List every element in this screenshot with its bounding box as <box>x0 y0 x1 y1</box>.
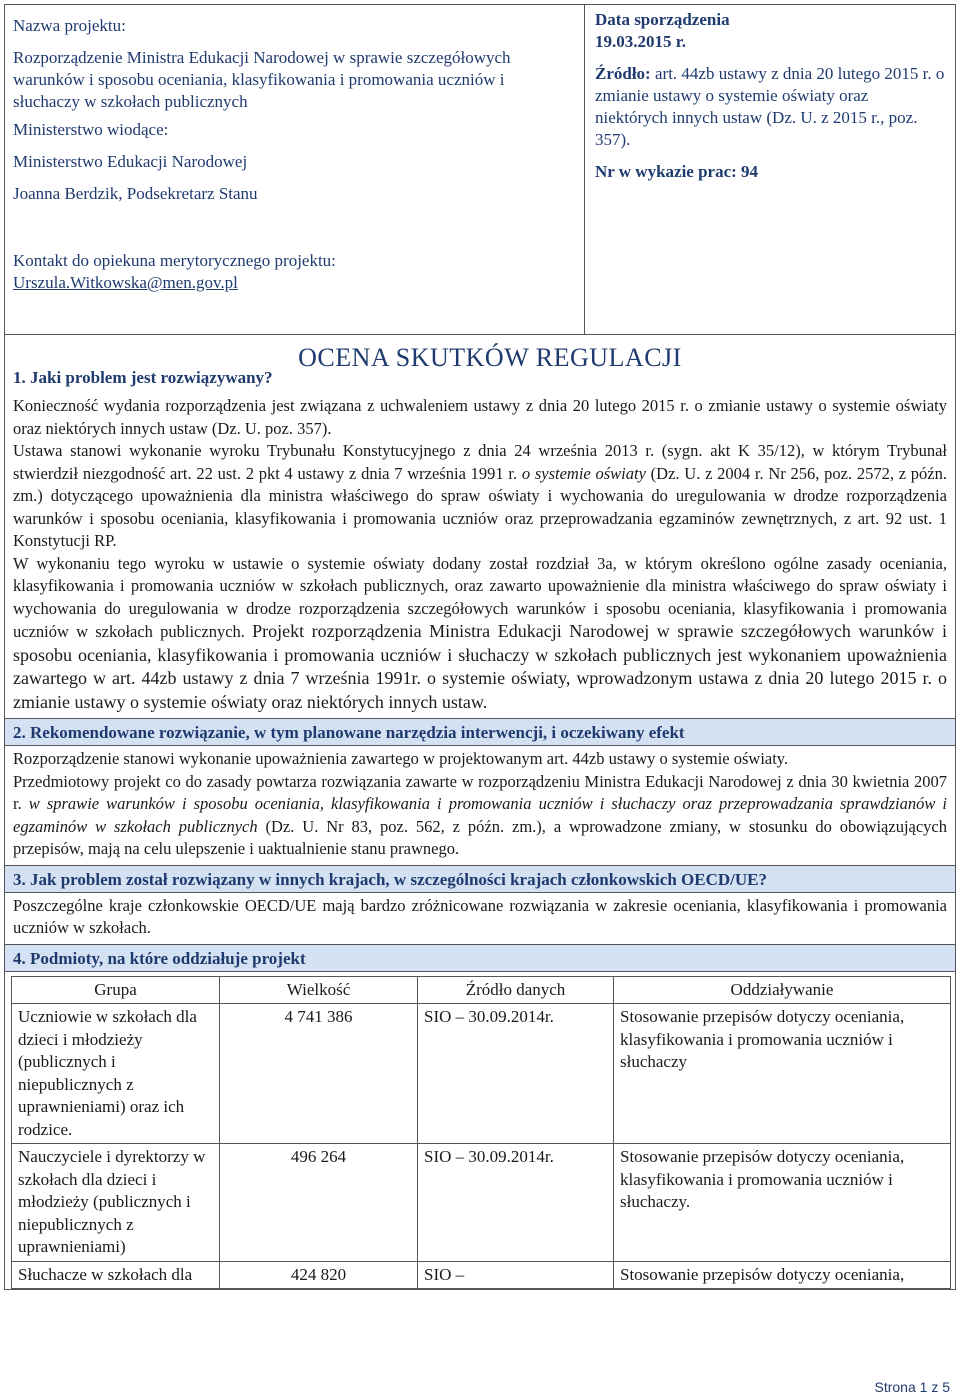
section2-p1: Rozporządzenie stanowi wykonanie upoważnienia zawartego w projektowanym art. 44zb ustawy o systemie oświaty. <box>13 749 789 768</box>
source-text: art. 44zb ustawy z dnia 20 lutego 2015 r. o zmianie ustawy o systemie oświaty oraz niektórych innych ustaw (Dz. U. z 2015 r., poz. 357). <box>595 64 945 149</box>
header-box <box>5 5 955 335</box>
section2-body <box>5 748 955 861</box>
section2-p2: Przedmiotowy projekt co do zasady powtarza rozwiązania zawarte w rozporządzeniu Ministra Edukacji Narodowej z dnia 30 kwietnia 2007 r. w sprawie warunków i sposobu oceniania, klasyfikowania i promowania uczniów i słuchaczy oraz przeprowadzania sprawdzianów i egzaminów w szkołach publicznych (Dz. U. Nr 83, poz. 562, z późn. zm.), a wprowadzone zmiany, w stosunku do obowiązujących przepisów, mają na celu ulepszenie i uaktualnienie stanu prawnego. <box>13 771 948 858</box>
col-header-impact: Oddziaływanie <box>614 976 951 1004</box>
section1-body <box>5 395 955 714</box>
header-left <box>5 5 585 334</box>
contact-block <box>13 250 336 294</box>
date-value: 19.03.2015 r. <box>595 32 686 51</box>
cell-impact: Stosowanie przepisów dotyczy oceniania, <box>614 1261 951 1289</box>
header-right <box>585 5 955 334</box>
col-header-source: Źródło danych <box>418 976 614 1004</box>
section1-p2: Ustawa stanowi wykonanie wyroku Trybunału Konstytucyjnego z dnia 24 września 2013 r. (sygn. akt K 35/12), w którym Trybunał stwierdził niezgodność art. 22 ust. 2 pkt 4 ustawy z dnia 7 września 1991 r. o systemie oświaty (Dz. U. z 2004 r. Nr 256, poz. 2572, z późn. zm.) dotyczącego upoważnienia dla ministra właściwego do spraw oświaty i wychowania do uregulowania w drodze rozporządzenia warunków i sposobu oceniania, klasyfikowania i promowania uczniów oraz przeprowadzania egzaminów zewnętrznych, z art. 92 ust. 1 Konstytucji RP. <box>13 441 947 550</box>
cell-size: 4 741 386 <box>220 1004 418 1144</box>
work-list-number: Nr w wykazie prac: 94 <box>595 162 759 181</box>
date-label: Data sporządzenia <box>595 10 730 29</box>
cell-source: SIO – <box>418 1261 614 1289</box>
contact-label: Kontakt do opiekuna merytorycznego projektu: <box>13 251 336 270</box>
cell-size: 496 264 <box>220 1144 418 1262</box>
cell-source: SIO – 30.09.2014r. <box>418 1004 614 1144</box>
project-name-label: Nazwa projektu: <box>13 16 126 35</box>
project-name: Rozporządzenie Ministra Edukacji Narodowej w sprawie szczegółowych warunków i sposobu oceniania, klasyfikowania i promowania uczniów i słuchaczy w szkołach publicznych <box>13 48 511 111</box>
section3-body <box>5 895 955 940</box>
section2-title: 2. Rekomendowane rozwiązanie, w tym planowane narzędzia interwencji, i oczekiwany efekt <box>5 718 955 746</box>
section1-title: 1. Jaki problem jest rozwiązywany? <box>13 368 273 387</box>
cell-size: 424 820 <box>220 1261 418 1289</box>
section1-p3: W wykonaniu tego wyroku w ustawie o systemie oświaty dodany został rozdział 3a, w którym określono ogólne zasady oceniania, klasyfikowania i promowania uczniów w szkołach publicznych, oraz zawarto upoważnienie dla ministra właściwego do spraw oświaty i wychowania do uregulowania w drodze rozporządzenia szczegółowych warunków i sposobu oceniania, klasyfikowania i promowania uczniów w szkołach publicznych. Projekt rozporządzenia Ministra Edukacji Narodowej w sprawie szczegółowych warunków i sposobu oceniania, klasyfikowania i promowania uczniów i słuchaczy w szkołach publicznych jest wykonaniem upoważnienia zawartego w art. 44zb ustawy z dnia 7 września 1991r. o systemie oświaty, wprowadzonym ustawa z dnia 20 lutego 2015 r. o zmianie ustawy o systemie oświaty oraz niektórych innych ustaw. <box>13 553 947 712</box>
cell-group: Słuchacze w szkołach dla <box>12 1261 220 1289</box>
ministry-name: Ministerstwo Edukacji Narodowej <box>13 152 248 171</box>
cell-group: Uczniowie w szkołach dla dzieci i młodzieży (publicznych i niepublicznych z uprawnieniami) oraz ich rodzice. <box>12 1004 220 1144</box>
source-label: Źródło: <box>595 64 651 83</box>
cell-source: SIO – 30.09.2014r. <box>418 1144 614 1262</box>
osr-title: OCENA SKUTKÓW REGULACJI <box>298 343 682 372</box>
page-number: Strona 1 z 5 <box>874 1379 950 1395</box>
document-frame <box>4 4 956 1290</box>
section3-p1: Poszczególne kraje członkowskie OECD/UE mają bardzo zróżnicowane rozwiązania w zakresie oceniania, klasyfikowania i promowania uczniów w szkołach. <box>13 895 947 937</box>
cell-impact: Stosowanie przepisów dotyczy oceniania, klasyfikowania i promowania uczniów i słuchaczy. <box>614 1144 951 1262</box>
table-header-row <box>12 976 951 1004</box>
col-header-size: Wielkość <box>220 976 418 1004</box>
ministry-label: Ministerstwo wiodące: <box>13 120 169 139</box>
section4-title: 4. Podmioty, na które oddziałuje projekt <box>5 944 955 972</box>
table-row <box>12 1144 951 1262</box>
section3-title: 3. Jak problem został rozwiązany w innych krajach, w szczególności krajach członkowskich OECD/UE? <box>5 865 955 893</box>
col-header-group: Grupa <box>12 976 220 1004</box>
cell-impact: Stosowanie przepisów dotyczy oceniania, klasyfikowania i promowania uczniów i słuchaczy <box>614 1004 951 1144</box>
stakeholders-table <box>11 976 951 1290</box>
table-row <box>12 1004 951 1144</box>
table-row <box>12 1261 951 1289</box>
section1-p1: Konieczność wydania rozporządzenia jest związana z uchwaleniem ustawy z dnia 20 lutego 2015 r. o zmianie ustawy o systemie oświaty oraz niektórych innych ustaw (Dz. U. poz. 357). <box>13 396 947 438</box>
contact-email-link[interactable]: Urszula.Witkowska@men.gov.pl <box>13 273 238 292</box>
responsible-person: Joanna Berdzik, Podsekretarz Stanu <box>13 184 258 203</box>
cell-group: Nauczyciele i dyrektorzy w szkołach dla dzieci i młodzieży (publicznych i niepublicznych z uprawnieniami) <box>12 1144 220 1262</box>
